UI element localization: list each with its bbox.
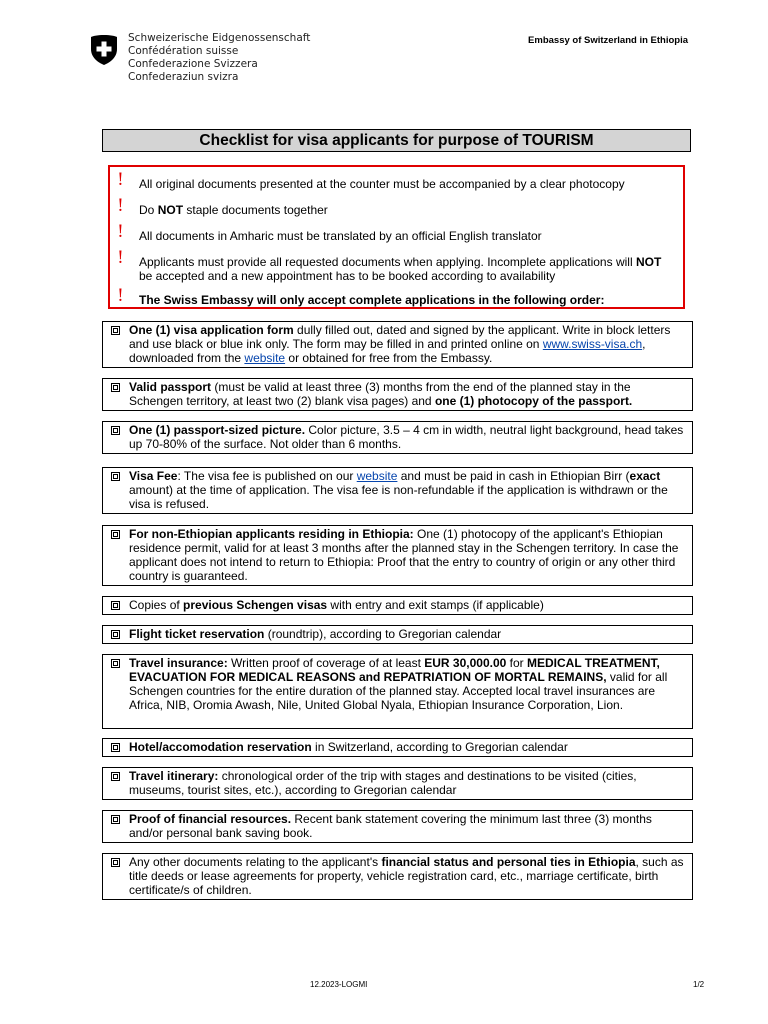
checklist-item-financial: Proof of financial resources. Recent bank statement covering the minimum last three (3) months and/or personal bank saving book.	[102, 810, 693, 843]
checkbox-icon[interactable]	[111, 426, 120, 435]
checklist-item-passport: Valid passport (must be valid at least three (3) months from the end of the planned stay in the Schengen territory, at least two (2) blank visa pages) and one (1) photocopy of the passport.	[102, 378, 693, 411]
warning-text: Do NOT staple documents together	[139, 203, 328, 217]
embassy-name: Embassy of Switzerland in Ethiopia	[528, 35, 688, 46]
swiss-cross-shield-icon	[90, 34, 118, 66]
website-link[interactable]: website	[244, 351, 286, 365]
warning-item	[116, 222, 673, 243]
page-number: 1/2	[693, 980, 705, 989]
page-header	[90, 32, 688, 88]
agency-line-rm: Confederaziun svizra	[128, 71, 239, 83]
warning-item	[116, 286, 673, 307]
exclamation-icon: !	[117, 222, 124, 242]
checkbox-icon[interactable]	[111, 772, 120, 781]
agency-line-it: Confederazione Svizzera	[128, 58, 258, 70]
checkbox-icon[interactable]	[111, 601, 120, 610]
warning-item	[116, 170, 673, 191]
exclamation-icon: !	[117, 286, 124, 306]
checkbox-icon[interactable]	[111, 858, 120, 867]
checklist-item-hotel: Hotel/accomodation reservation in Switzerland, according to Gregorian calendar	[102, 738, 693, 757]
checklist-item-other-documents: Any other documents relating to the applicant's financial status and personal ties in Ethiopia, such as title deeds or lease agreements for property, vehicle registration card, etc., marriage certificate, birth certificate/s of children.	[102, 853, 693, 900]
exclamation-icon: !	[117, 196, 124, 216]
exclamation-icon: !	[117, 170, 124, 190]
checkbox-icon[interactable]	[111, 659, 120, 668]
checklist-item-itinerary: Travel itinerary: chronological order of the trip with stages and destinations to be visited (cities, museums, tourist sites, etc.), according to Gregorian calendar	[102, 767, 693, 800]
warning-box	[108, 165, 685, 309]
agency-name	[128, 32, 310, 84]
checklist-item-visa-fee: Visa Fee: The visa fee is published on our website and must be paid in cash in Ethiopian Birr (exact amount) at the time of application. The visa fee is non-refundable if the application is withdrawn or the visa is refused.	[102, 467, 693, 514]
page-title: Checklist for visa applicants for purpose of TOURISM	[102, 129, 691, 152]
warning-text: All documents in Amharic must be translated by an official English translator	[139, 229, 542, 243]
warning-text: The Swiss Embassy will only accept complete applications in the following order:	[139, 293, 605, 307]
swiss-visa-link[interactable]: www.swiss-visa.ch	[542, 337, 643, 351]
agency-line-de: Schweizerische Eidgenossenschaft	[128, 32, 311, 44]
checklist-item-picture: One (1) passport-sized picture. Color picture, 3.5 – 4 cm in width, neutral light background, head takes up 70-80% of the surface. Not older than 6 months.	[102, 421, 693, 454]
checkbox-icon[interactable]	[111, 326, 120, 335]
checkbox-icon[interactable]	[111, 472, 120, 481]
checkbox-icon[interactable]	[111, 530, 120, 539]
warning-item	[116, 196, 673, 217]
website-link[interactable]: website	[356, 469, 398, 483]
checklist-item-schengen-visas: Copies of previous Schengen visas with entry and exit stamps (if applicable)	[102, 596, 693, 615]
warning-item	[116, 248, 673, 283]
checklist-item-application-form: One (1) visa application form dully filled out, dated and signed by the applicant. Write in block letters and use black or blue ink only. The form may be filled in and printed online on www.swiss-visa.ch, downloaded from the website or obtained for free from the Embassy.	[102, 321, 693, 368]
checkbox-icon[interactable]	[111, 630, 120, 639]
checkbox-icon[interactable]	[111, 815, 120, 824]
warning-text: Applicants must provide all requested documents when applying. Incomplete applications will NOT be accepted and a new appointment has to be booked according to availability	[139, 255, 662, 283]
agency-line-fr: Confédération suisse	[128, 45, 239, 57]
warning-text: All original documents presented at the counter must be accompanied by a clear photocopy	[139, 177, 625, 191]
checklist-item-flight: Flight ticket reservation (roundtrip), according to Gregorian calendar	[102, 625, 693, 644]
checkbox-icon[interactable]	[111, 743, 120, 752]
checkbox-icon[interactable]	[111, 383, 120, 392]
checklist-item-insurance: Travel insurance: Written proof of coverage of at least EUR 30,000.00 for MEDICAL TREATMENT, EVACUATION FOR MEDICAL REASONS and REPATRIATION OF MORTAL REMAINS, valid for all Schengen countries for the entire duration of the planned stay. Accepted local travel insurances are Africa, NIB, Oromia Awash, Nile, United Global Nyala, Ethiopian Insurance Corporation, Lion.	[102, 654, 693, 729]
checklist-item-residence-permit: For non-Ethiopian applicants residing in Ethiopia: One (1) photocopy of the applicant's Ethiopian residence permit, valid for at least 3 months after the planned stay in the Schengen territory. In case the applicant does not intend to return to Ethiopia: Proof that the entry to country of origin or any other third country is guaranteed.	[102, 525, 693, 586]
exclamation-icon: !	[117, 248, 124, 268]
document-code: 12.2023-LOGMI	[310, 980, 368, 989]
